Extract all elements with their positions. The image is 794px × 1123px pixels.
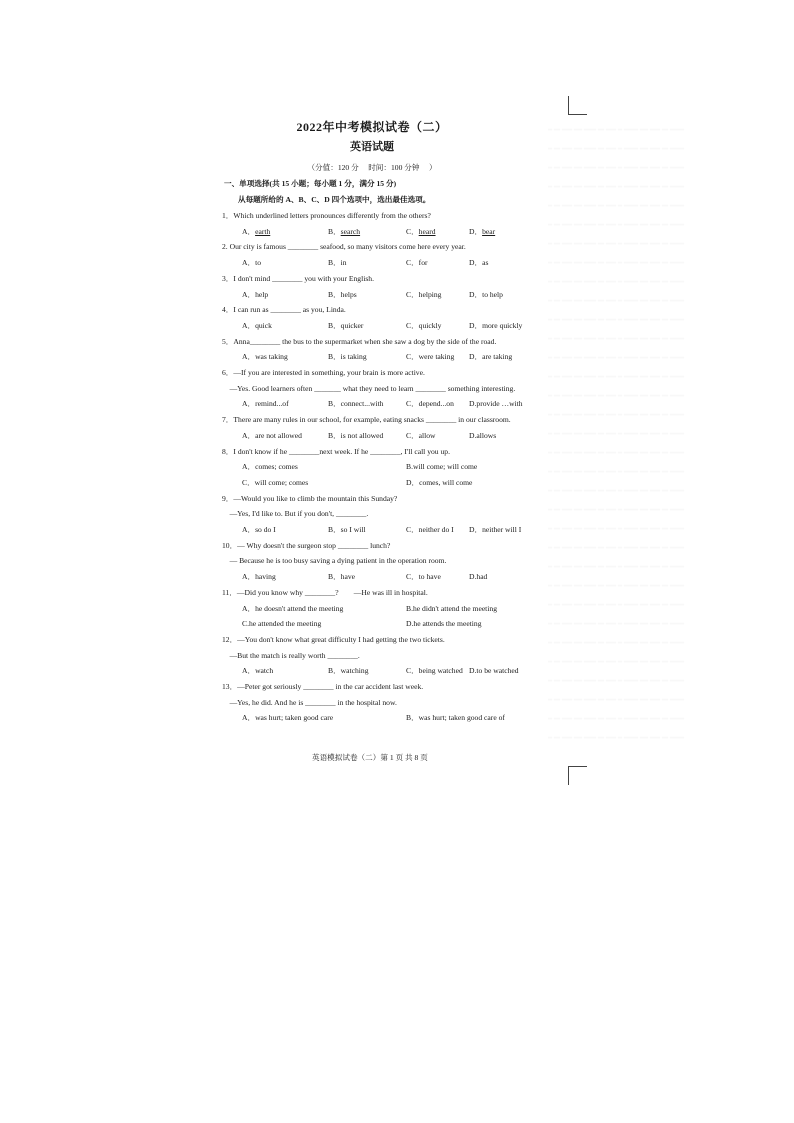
bleed-through-line: .. ... ..... .... ...... ... ..... .. ....... .... ..... ... ....... xyxy=(548,389,684,398)
answer-option[interactable] xyxy=(242,572,276,582)
bleed-through-line: .. ... ..... .... ...... ... ..... .. ....... .... ..... ... ....... xyxy=(548,199,684,208)
option-letter: C. xyxy=(242,619,249,629)
answer-option[interactable] xyxy=(328,352,367,362)
answer-option[interactable] xyxy=(469,321,522,331)
option-text: provide …with xyxy=(476,399,523,409)
answer-option[interactable] xyxy=(242,462,298,472)
option-text: allows xyxy=(476,430,497,440)
option-text: have xyxy=(340,572,356,582)
option-letter: C． xyxy=(406,525,419,534)
option-text: quickly xyxy=(418,320,442,330)
answer-option[interactable] xyxy=(242,227,270,237)
bleed-through-texture xyxy=(548,118,788,748)
answer-option[interactable] xyxy=(406,572,441,582)
section-instruction: 从每题所给的 A、B、C、D 四个选项中，选出最佳选项。 xyxy=(238,195,431,204)
answer-option[interactable] xyxy=(469,227,495,237)
option-text: comes, will come xyxy=(419,477,473,487)
answer-option[interactable] xyxy=(406,462,477,472)
question-dialogue-line: —Yes, I'd like to. But if you don't, ________. xyxy=(222,509,369,519)
answer-option[interactable] xyxy=(469,290,503,300)
option-letter: D． xyxy=(469,352,483,362)
option-letter: A． xyxy=(242,713,256,723)
option-letter: A． xyxy=(242,320,256,330)
option-letter: A． xyxy=(242,352,256,362)
option-text: was taking xyxy=(255,352,288,362)
option-letter: A． xyxy=(242,462,256,472)
option-letter: B． xyxy=(328,352,341,362)
answer-option[interactable] xyxy=(469,431,496,441)
exam-meta: （分值：120 分 时间：100 分钟 ） xyxy=(307,163,437,172)
bleed-through-line: .. ... ..... .... ...... ... ..... .. ....... .... ..... ... ....... xyxy=(548,522,684,531)
answer-option[interactable] xyxy=(469,572,487,582)
option-text: watch xyxy=(255,666,274,676)
question-stem: 13．—Peter got seriously ________ in the car accident last week. xyxy=(222,682,424,691)
option-letter: D. xyxy=(406,619,414,629)
option-text: quick xyxy=(255,320,272,330)
answer-option[interactable] xyxy=(406,431,436,441)
bleed-through-line: .. ... ..... .... ...... ... ..... .. ....... .... ..... ... ....... xyxy=(548,465,684,474)
option-text: depend...on xyxy=(418,399,454,409)
option-letter: C． xyxy=(242,477,255,487)
bleed-through-line: .. ... ..... .... ...... ... ..... .. ....... .... ..... ... ....... xyxy=(548,313,684,322)
answer-option[interactable] xyxy=(328,666,369,676)
answer-option[interactable] xyxy=(242,713,333,723)
option-text: so I will xyxy=(340,525,366,534)
bleed-through-line: .. ... ..... .... ...... ... ..... .. ....... .... ..... ... ....... xyxy=(548,123,684,132)
option-text: is taking xyxy=(340,352,367,362)
bleed-through-line: .. ... ..... .... ...... ... ..... .. ....... .... ..... ... ....... xyxy=(548,142,684,151)
option-letter: A． xyxy=(242,289,256,299)
option-letter: D． xyxy=(469,289,483,299)
answer-option[interactable] xyxy=(242,321,272,331)
option-text: will come; comes xyxy=(254,477,309,487)
option-letter: D. xyxy=(469,430,477,440)
answer-option[interactable] xyxy=(328,290,357,300)
bleed-through-line: .. ... ..... .... ...... ... ..... .. ....... .... ..... ... ....... xyxy=(548,541,684,550)
answer-option[interactable] xyxy=(406,478,472,488)
option-letter: D. xyxy=(469,572,477,582)
question-stem: 4．I can run as ________ as you, Linda. xyxy=(222,305,346,315)
bleed-through-line: .. ... ..... .... ...... ... ..... .. ....... .... ..... ... ....... xyxy=(548,180,684,189)
option-letter: C． xyxy=(406,320,419,330)
question-stem: 7．There are many rules in our school, for example, eating snacks ________ in our classroom. xyxy=(222,415,511,425)
option-letter: C． xyxy=(406,572,419,582)
option-letter: B. xyxy=(406,603,413,613)
question-stem: 12．—You don't know what great difficulty I had getting the two tickets. xyxy=(222,634,445,644)
option-text: remind...of xyxy=(255,399,289,409)
option-text: comes; comes xyxy=(255,462,298,472)
answer-option[interactable] xyxy=(328,321,363,331)
option-text: helping xyxy=(418,289,442,299)
bleed-through-line: .. ... ..... .... ...... ... ..... .. ....... .... ..... ... ....... xyxy=(548,598,684,607)
exam-subtitle: 英语试题 xyxy=(350,141,394,153)
answer-option[interactable] xyxy=(469,525,521,535)
answer-option[interactable] xyxy=(406,619,482,629)
option-text: neither do I xyxy=(418,525,454,534)
answer-option[interactable] xyxy=(406,258,428,268)
option-text: in xyxy=(340,258,347,268)
bleed-through-line: .. ... ..... .... ...... ... ..... .. ....... .... ..... ... ....... xyxy=(548,712,684,721)
option-text: being watched xyxy=(418,666,463,676)
bleed-through-line: .. ... ..... .... ...... ... ..... .. ....... .... ..... ... ....... xyxy=(548,693,684,702)
bleed-through-line: .. ... ..... .... ...... ... ..... .. ....... .... ..... ... ....... xyxy=(548,503,684,512)
answer-option[interactable] xyxy=(328,258,347,268)
option-text: neither will I xyxy=(482,525,522,534)
option-letter: C． xyxy=(406,666,419,676)
question-stem: 9．—Would you like to climb the mountain this Sunday? xyxy=(222,493,398,503)
bleed-through-line: .. ... ..... .... ...... ... ..... .. ....... .... ..... ... ....... xyxy=(548,351,684,360)
bleed-through-line: .. ... ..... .... ...... ... ..... .. ....... .... ..... ... ....... xyxy=(548,370,684,379)
option-text: are not allowed xyxy=(255,430,302,440)
answer-option[interactable] xyxy=(328,525,366,535)
option-text: to help xyxy=(482,289,503,299)
option-text: help xyxy=(255,289,269,299)
option-letter: B． xyxy=(328,666,341,676)
answer-option[interactable] xyxy=(406,352,454,362)
answer-option[interactable] xyxy=(469,352,512,362)
option-letter: A． xyxy=(242,399,256,409)
question-stem: 1．Which underlined letters pronounces differently from the others? xyxy=(222,211,431,220)
question-stem: 6．—If you are interested in something, your brain is more active. xyxy=(222,368,425,377)
answer-option[interactable] xyxy=(406,713,505,723)
option-text: he attended the meeting xyxy=(248,619,322,629)
option-text: watching xyxy=(340,666,369,676)
option-text: was hurt; taken good care xyxy=(255,713,334,723)
answer-option[interactable] xyxy=(406,290,441,300)
answer-option[interactable] xyxy=(406,321,441,331)
option-text: were taking xyxy=(418,352,455,362)
option-letter: C． xyxy=(406,399,419,409)
question-stem: 10．— Why doesn't the surgeon stop ________ lunch? xyxy=(222,540,391,550)
bleed-through-line: .. ... ..... .... ...... ... ..... .. ....... .... ..... ... ....... xyxy=(548,294,684,303)
exam-title: 2022年中考模拟试卷（二） xyxy=(296,120,448,134)
option-text: had xyxy=(476,572,488,582)
bleed-through-line: .. ... ..... .... ...... ... ..... .. ....... .... ..... ... ....... xyxy=(548,408,684,417)
option-letter: C． xyxy=(406,226,419,236)
option-text: heard xyxy=(418,226,436,236)
bleed-through-line: .. ... ..... .... ...... ... ..... .. ....... .... ..... ... ....... xyxy=(548,655,684,664)
option-letter: B． xyxy=(328,320,341,330)
answer-option[interactable] xyxy=(406,525,454,535)
bleed-through-line: .. ... ..... .... ...... ... ..... .. ....... .... ..... ... ....... xyxy=(548,218,684,227)
question-dialogue-line: —Yes. Good learners often _______ what they need to learn ________ something interesting. xyxy=(222,383,516,393)
bleed-through-line: .. ... ..... .... ...... ... ..... .. ....... .... ..... ... ....... xyxy=(548,617,684,626)
bleed-through-line: .. ... ..... .... ...... ... ..... .. ....... .... ..... ... ....... xyxy=(548,427,684,436)
option-text: as xyxy=(482,258,489,268)
bleed-through-line: .. ... ..... .... ...... ... ..... .. ....... .... ..... ... ....... xyxy=(548,636,684,645)
bleed-through-line: .. ... ..... .... ...... ... ..... .. ....... .... ..... ... ....... xyxy=(548,332,684,341)
option-text: for xyxy=(418,258,428,268)
answer-option[interactable] xyxy=(242,258,261,268)
option-letter: B． xyxy=(328,399,341,409)
option-letter: A． xyxy=(242,666,256,676)
bleed-through-line: .. ... ..... .... ...... ... ..... .. ....... .... ..... ... ....... xyxy=(548,237,684,246)
question-dialogue-line: —Yes, he did. And he is ________ in the hospital now. xyxy=(222,697,397,707)
option-text: are taking xyxy=(482,352,513,362)
option-letter: A． xyxy=(242,603,256,613)
option-letter: D. xyxy=(469,666,477,676)
option-letter: D． xyxy=(469,320,483,330)
option-text: helps xyxy=(340,289,357,299)
option-text: quicker xyxy=(340,320,364,330)
question-stem: 5．Anna________ the bus to the supermarket when she saw a dog by the side of the road. xyxy=(222,336,497,346)
option-text: will come; will come xyxy=(412,462,478,472)
answer-option[interactable] xyxy=(328,572,355,582)
bleed-through-line: .. ... ..... .... ...... ... ..... .. ....... .... ..... ... ....... xyxy=(548,275,684,284)
answer-option[interactable] xyxy=(242,431,302,441)
option-letter: D． xyxy=(469,226,483,236)
crop-mark-bottom xyxy=(568,766,587,785)
question-stem: 3．I don't mind ________ you with your English. xyxy=(222,273,374,283)
bleed-through-line: .. ... ..... .... ...... ... ..... .. ....... .... ..... ... ....... xyxy=(548,446,684,455)
bleed-through-line: .. ... ..... .... ...... ... ..... .. ....... .... ..... ... ....... xyxy=(548,484,684,493)
section-heading: 一、单项选择(共 15 小题；每小题 1 分，满分 15 分) xyxy=(224,179,397,188)
answer-option[interactable] xyxy=(242,604,343,614)
option-letter: B. xyxy=(406,462,413,472)
bleed-through-line: .. ... ..... .... ...... ... ..... .. ....... .... ..... ... ....... xyxy=(548,560,684,569)
option-letter: C． xyxy=(406,258,419,268)
option-text: to xyxy=(255,258,261,268)
option-letter: B． xyxy=(328,430,341,440)
option-text: he doesn't attend the meeting xyxy=(255,603,344,613)
option-letter: D． xyxy=(406,477,420,487)
option-letter: C． xyxy=(406,289,419,299)
option-letter: A． xyxy=(242,572,256,582)
answer-option[interactable] xyxy=(469,399,523,409)
option-text: allow xyxy=(418,430,436,440)
option-text: more quickly xyxy=(482,320,523,330)
option-letter: A． xyxy=(242,258,256,268)
option-letter: C． xyxy=(406,430,419,440)
answer-option[interactable] xyxy=(242,619,321,629)
bleed-through-line: .. ... ..... .... ...... ... ..... .. ....... .... ..... ... ....... xyxy=(548,161,684,170)
option-letter: B． xyxy=(328,289,341,299)
option-text: to be watched xyxy=(476,666,519,676)
option-letter: C． xyxy=(406,352,419,362)
answer-option[interactable] xyxy=(328,227,360,237)
answer-option[interactable] xyxy=(406,604,497,614)
page-footer: 英语模拟试卷（二）第 1 页 共 8 页 xyxy=(312,753,428,762)
question-dialogue-line: —But the match is really worth ________. xyxy=(222,650,360,660)
bleed-through-line: .. ... ..... .... ...... ... ..... .. ....... .... ..... ... ....... xyxy=(548,256,684,265)
option-letter: A． xyxy=(242,430,256,440)
option-text: connect...with xyxy=(340,399,384,409)
answer-option[interactable] xyxy=(469,258,488,268)
answer-option[interactable] xyxy=(242,478,308,488)
option-text: is not allowed xyxy=(340,430,384,440)
option-text: earth xyxy=(255,226,271,236)
option-text: he didn't attend the meeting xyxy=(412,603,498,613)
bleed-through-line: .. ... ..... .... ...... ... ..... .. ....... .... ..... ... ....... xyxy=(548,579,684,588)
bleed-through-line: .. ... ..... .... ...... ... ..... .. ....... .... ..... ... ....... xyxy=(548,674,684,683)
option-text: he attends the meeting xyxy=(413,619,482,629)
question-stem: 2. Our city is famous ________ seafood, so many visitors come here every year. xyxy=(222,242,466,252)
question-dialogue-line: — Because he is too busy saving a dying patient in the operation room. xyxy=(222,556,447,566)
answer-option[interactable] xyxy=(406,227,436,237)
option-letter: D. xyxy=(469,399,477,409)
answer-option[interactable] xyxy=(469,666,519,676)
option-text: search xyxy=(340,226,361,236)
answer-option[interactable] xyxy=(242,399,289,409)
option-letter: D． xyxy=(469,258,483,268)
bleed-through-line: .. ... ..... .... ...... ... ..... .. ....... .... ..... ... ....... xyxy=(548,731,684,740)
answer-option[interactable] xyxy=(242,666,273,676)
answer-option[interactable] xyxy=(328,431,383,441)
answer-option[interactable] xyxy=(406,666,463,676)
option-letter: A． xyxy=(242,226,256,236)
option-letter: D． xyxy=(469,525,483,534)
option-letter: A． xyxy=(242,525,256,534)
answer-option[interactable] xyxy=(242,525,276,535)
answer-option[interactable] xyxy=(406,399,454,409)
question-stem: 8．I don't know if he ________next week. If he ________, I'll call you up. xyxy=(222,446,450,456)
crop-mark-top xyxy=(568,96,587,115)
option-letter: B． xyxy=(328,572,341,582)
option-text: so do I xyxy=(255,525,276,534)
answer-option[interactable] xyxy=(242,290,268,300)
option-letter: B． xyxy=(328,226,341,236)
answer-option[interactable] xyxy=(242,352,288,362)
answer-option[interactable] xyxy=(328,399,383,409)
option-text: bear xyxy=(482,226,496,236)
option-letter: B． xyxy=(406,713,419,723)
option-letter: B． xyxy=(328,258,341,268)
question-stem: 11．—Did you know why ________? —He was ill in hospital. xyxy=(222,587,428,597)
option-text: was hurt; taken good care of xyxy=(418,713,505,723)
option-letter: B． xyxy=(328,525,341,534)
option-text: to have xyxy=(418,572,441,582)
option-text: having xyxy=(255,572,276,582)
